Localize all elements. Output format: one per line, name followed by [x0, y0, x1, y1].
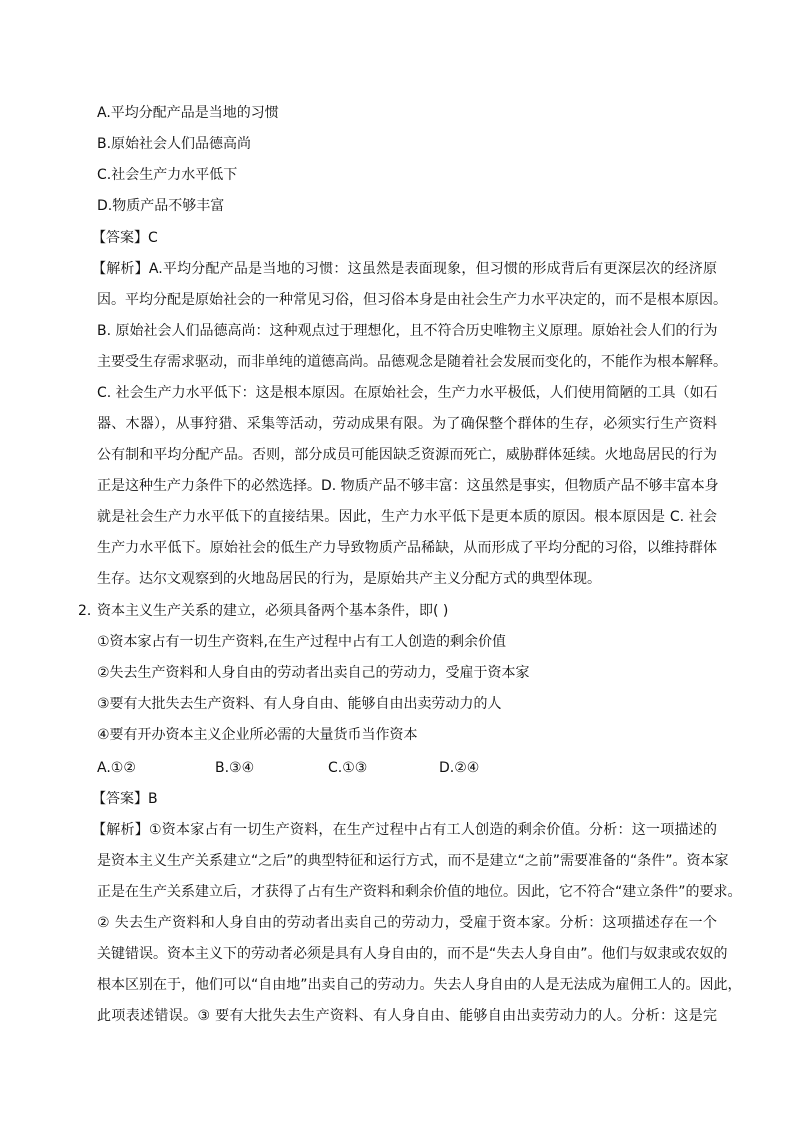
q1-option-d: D.物质产品不够丰富: [97, 198, 225, 214]
q1-analysis-line: 生产力水平低下。原始社会的低生产力导致物质产品稀缺，从而形成了平均分配的习俗，以维持群体: [97, 540, 717, 556]
q2-choice-d: D.②④: [439, 760, 480, 776]
q2-analysis-line: 【解析】①资本家占有一切生产资料，在生产过程中占有工人创造的剩余价值。分析：这一项描述的: [92, 822, 717, 838]
q1-analysis-line: 因。平均分配是原始社会的一种常见习俗，但习俗本身是由社会生产力水平决定的，而不是根本原因。: [97, 292, 727, 308]
q2-analysis-line: 关键错误。资本主义下的劳动者必须是具有人身自由的，而不是“失去人身自由”。他们与奴隶或农奴的: [97, 946, 728, 962]
q2-choice-a: A.①②: [97, 760, 136, 776]
q2-item: ③要有大批失去生产资料、有人身自由、能够自由出卖劳动力的人: [97, 696, 502, 712]
q2-item: ②失去生产资料和人身自由的劳动者出卖自己的劳动力，受雇于资本家: [97, 665, 530, 681]
q1-analysis-line: 正是这种生产力条件下的必然选择。D. 物质产品不够丰富：这虽然是事实，但物质产品不够丰富本身: [97, 478, 719, 494]
q1-analysis-line: C. 社会生产力水平低下：这是根本原因。在原始社会，生产力水平极低，人们使用简陋的工具（如石: [97, 385, 718, 401]
q2-analysis-line: 此项表述错误。③ 要有大批失去生产资料、有人身自由、能够自由出卖劳动力的人。分析：这是完: [97, 1008, 717, 1024]
q2-analysis-line: ② 失去生产资料和人身自由的劳动者出卖自己的劳动力，受雇于资本家。分析：这项描述存在一个: [97, 915, 717, 931]
q1-answer: 【答案】C: [92, 230, 158, 246]
q1-option-a: A.平均分配产品是当地的习惯: [97, 105, 279, 121]
q1-analysis-line: 器、木器），从事狩猎、采集等活动，劳动成果有限。为了确保整个群体的生存，必须实行生产资料: [97, 416, 717, 432]
q1-option-c: C.社会生产力水平低下: [97, 167, 238, 183]
q1-analysis-line: 生存。达尔文观察到的火地岛居民的行为，是原始共产主义分配方式的典型体现。: [97, 571, 601, 587]
q2-item: ④要有开办资本主义企业所必需的大量货币当作资本: [97, 727, 418, 743]
q1-analysis-line: 【解析】A.平均分配产品是当地的习惯：这虽然是表面现象，但习惯的形成背后有更深层次的经济原: [92, 261, 717, 277]
q1-analysis-line: 主要受生存需求驱动，而非单纯的道德高尚。品德观念是随着社会发展而变化的，不能作为根本解释。: [97, 354, 727, 370]
q2-item: ①资本家占有一切生产资料,在生产过程中占有工人创造的剩余价值: [97, 634, 506, 650]
q2-number: 2．: [78, 603, 101, 619]
q2-analysis-line: 是资本主义生产关系建立“之后”的典型特征和运行方式，而不是建立“之前”需要准备的“条件”。资本家: [97, 853, 729, 869]
q1-option-b: B.原始社会人们品德高尚: [97, 136, 252, 152]
q2-choice-c: C.①③: [328, 760, 368, 776]
q2-choice-b: B.③④: [215, 760, 255, 776]
q1-analysis-line: B. 原始社会人们品德高尚：这种观点过于理想化，且不符合历史唯物主义原理。原始社会人们的行为: [97, 323, 718, 339]
q1-analysis-line: 就是社会生产力水平低下的直接结果。因此，生产力水平低下是更本质的原因。根本原因是 C. 社会: [97, 509, 717, 525]
q2-analysis-line: 根本区别在于，他们可以“自由地”出卖自己的劳动力。失去人身自由的人是无法成为雇佣工人的。因此，: [97, 977, 742, 993]
q2-stem: 资本主义生产关系的建立，必须具备两个基本条件，即( ): [97, 603, 449, 619]
q1-analysis-line: 公有制和平均分配产品。否则，部分成员可能因缺乏资源而死亡，威胁群体延续。火地岛居民的行为: [97, 447, 717, 463]
q2-analysis-line: 正是在生产关系建立后，才获得了占有生产资料和剩余价值的地位。因此，它不符合“建立条件”的要求。: [97, 884, 742, 900]
q2-answer: 【答案】B: [92, 791, 158, 807]
